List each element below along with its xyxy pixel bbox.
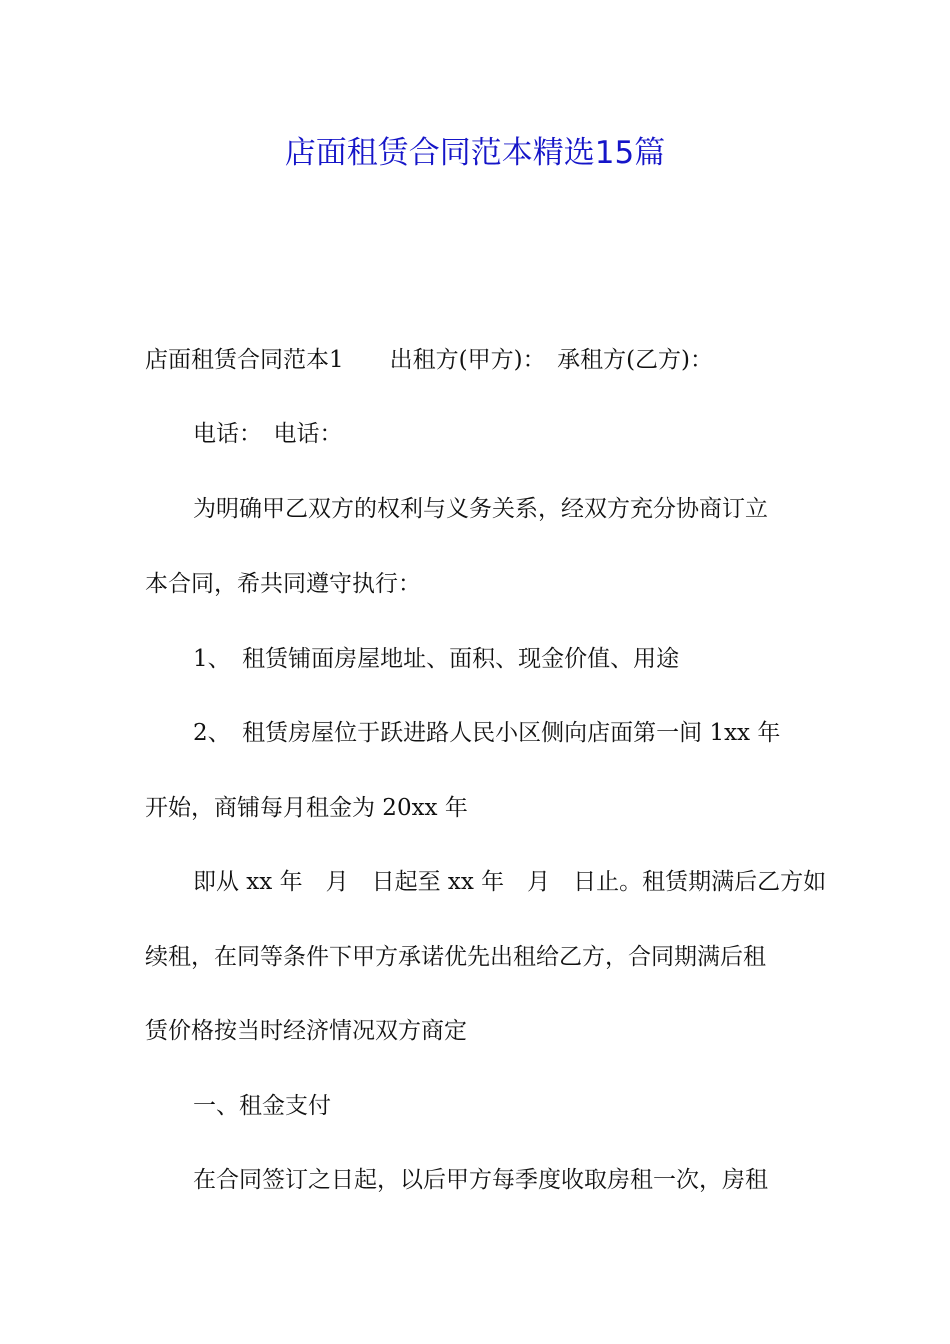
- paragraph-line: 本合同，希共同遵守执行：: [145, 571, 421, 597]
- paragraph-line: 续租，在同等条件下甲方承诺优先出租给乙方，合同期满后租: [145, 944, 766, 970]
- paragraph-line: 电话： 电话：: [193, 421, 343, 447]
- section-heading: 一、租金支付: [193, 1093, 331, 1119]
- document-title: 店面租赁合同范本精选15篇: [284, 135, 666, 171]
- paragraph-line: 为明确甲乙双方的权利与义务关系，经双方充分协商订立: [193, 496, 768, 522]
- paragraph-line: 开始，商铺每月租金为 20xx 年: [145, 795, 468, 821]
- paragraph-line: 1、 租赁铺面房屋地址、面积、现金价值、用途: [193, 646, 680, 672]
- paragraph-line: 店面租赁合同范本1 出租方(甲方)： 承租方(乙方)：: [145, 347, 714, 373]
- paragraph-line: 2、 租赁房屋位于跃进路人民小区侧向店面第一间 1xx 年: [193, 720, 781, 746]
- paragraph-line: 在合同签订之日起，以后甲方每季度收取房租一次，房租: [193, 1167, 768, 1193]
- paragraph-line: 即从 xx 年 月 日起至 xx 年 月 日止。租赁期满后乙方如: [193, 869, 827, 895]
- paragraph-line: 赁价格按当时经济情况双方商定: [145, 1018, 467, 1044]
